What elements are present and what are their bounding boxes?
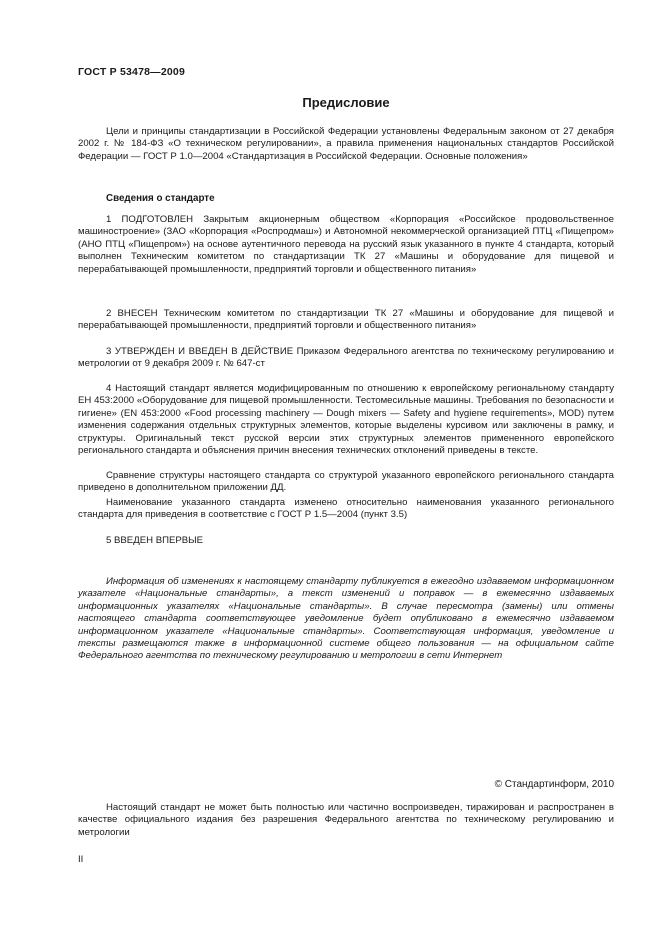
item-3-paragraph: 3 УТВЕРЖДЕН И ВВЕДЕН В ДЕЙСТВИЕ Приказом Федерального агентства по техническому регулированию и метрологии от 9 декабря 2009 г. № 647-ст xyxy=(78,346,614,370)
item-1-paragraph: 1 ПОДГОТОВЛЕН Закрытым акционерным обществом «Корпорация «Российское продовольственное машиностроение» (ЗАО «Корпорация «Роспродмаш») и Автономной некоммерческой организацией ПТЦ «Пищепром» (АНО ПТЦ «Пищепром») на основе аутентичного перевода на русский язык указанного в пункте 4 стандарта, который выполнен Техническим комитетом по стандартизации ТК 27 «Машины и оборудование для пищевой и перерабатывающей промышленности, предприятий торговли и общественного питания» xyxy=(78,214,614,275)
item-4-paragraph: 4 Настоящий стандарт является модифицированным по отношению к европейскому региональному стандарту ЕН 453:2000 «Оборудование для пищевой промышленности. Тестомесильные машины. Требования по безопасности и гигиене» (EN 453:2000 «Food processing machinery — Dough mixers — Safety and hygiene requirements», MOD) путем изменения содержания отдельных структурных элементов, которые выделены курсивом или заключены в рамку, и структуры. Оригинальный текст русской версии этих структурных элементов примененного европейского регионального стандарта и объяснения причин внесения технических отклонений приведены в тексте. xyxy=(78,383,614,457)
item-2-paragraph: 2 ВНЕСЕН Техническим комитетом по стандартизации ТК 27 «Машины и оборудование для пищевой и перерабатывающей промышленности, предприятий торговли и общественного питания» xyxy=(78,308,614,332)
copyright-line: © Стандартинформ, 2010 xyxy=(494,779,614,790)
standard-code-header: ГОСТ Р 53478—2009 xyxy=(78,66,186,78)
page-number: II xyxy=(78,854,84,865)
item-5-paragraph: 5 ВВЕДЕН ВПЕРВЫЕ xyxy=(106,535,204,546)
intro-paragraph: Цели и принципы стандартизации в Российской Федерации установлены Федеральным законом от 27 декабря 2002 г. № 184-ФЗ «О техническом регулировании», а правила применения национальных стандартов Российской Федерации — ГОСТ Р 1.0—2004 «Стандартизация в Российской Федерации. Основные положения» xyxy=(78,126,614,162)
page-title: Предисловие xyxy=(302,95,390,110)
item-4-comparison-paragraph: Сравнение структуры настоящего стандарта со структурой указанного европейского регионального стандарта приведено в дополнительном приложении ДД. xyxy=(78,470,614,494)
reproduction-notice: Настоящий стандарт не может быть полностью или частично воспроизведен, тиражирован и распространен в качестве официального издания без разрешения Федерального агентства по техническому регулированию и метрологии xyxy=(78,802,614,838)
section-title: Сведения о стандарте xyxy=(106,193,215,204)
change-notice-paragraph: Информация об изменениях к настоящему стандарту публикуется в ежегодно издаваемом информационном указателе «Национальные стандарты», а текст изменений и поправок — в ежемесячно издаваемых информационных указателях «Национальные стандарты». В случае пересмотра (замены) или отмены настоящего стандарта соответствующее уведомление будет опубликовано в ежемесячно издаваемом информационном указателе «Национальные стандарты». Соответствующая информация, уведомление и тексты размещаются также в информационной системе общего пользования — на официальном сайте Федерального агентства по техническому регулированию и метрологии в сети Интернет xyxy=(78,576,614,662)
item-4-naming-paragraph: Наименование указанного стандарта изменено относительно наименования указанного регионального стандарта для приведения в соответствие с ГОСТ Р 1.5—2004 (пункт 3.5) xyxy=(78,497,614,521)
